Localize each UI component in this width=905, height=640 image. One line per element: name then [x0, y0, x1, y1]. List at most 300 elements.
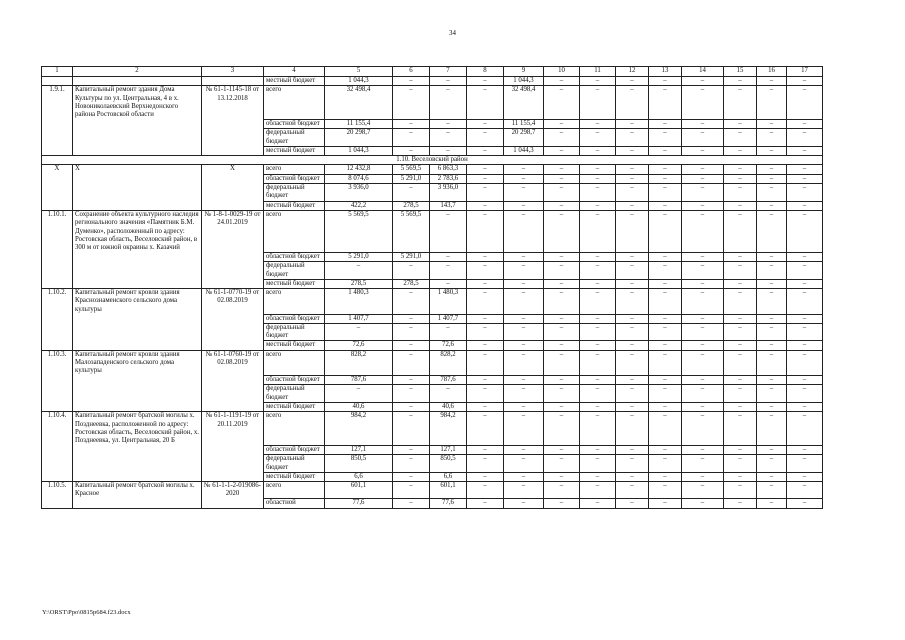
section-label: 1.10. Веселовский район — [42, 156, 823, 165]
amount-cell: – — [757, 455, 787, 473]
amount-cell: – — [393, 445, 430, 454]
amount-cell: – — [787, 402, 823, 411]
section-row — [42, 156, 823, 165]
amount-cell: – — [467, 146, 504, 155]
empty-cell — [202, 119, 264, 128]
amount-cell: – — [544, 119, 580, 128]
funding-source: местный бюджет — [264, 146, 325, 155]
column-number: 13 — [649, 67, 682, 77]
document-number: Х — [202, 165, 264, 174]
amount-cell: 5 291,0 — [393, 174, 430, 183]
amount-cell: – — [649, 385, 682, 403]
amount-cell: – — [616, 289, 649, 314]
amount-cell: – — [649, 279, 682, 288]
amount-cell: – — [393, 376, 430, 385]
amount-cell: – — [757, 86, 787, 120]
amount-cell: – — [649, 455, 682, 473]
amount-cell: – — [649, 77, 682, 86]
amount-cell: – — [393, 402, 430, 411]
amount-cell: – — [580, 174, 616, 183]
amount-cell: 1 044,3 — [504, 146, 544, 155]
amount-cell: – — [393, 77, 430, 86]
amount-cell: 40,6 — [325, 402, 393, 411]
funding-source: областной — [264, 499, 325, 508]
amount-cell: 984,2 — [325, 412, 393, 446]
table-row — [42, 252, 823, 261]
amount-cell: – — [616, 86, 649, 120]
item-code: 1.10.4. — [42, 412, 73, 446]
funding-source: федеральный бюджет — [264, 184, 325, 202]
amount-cell: – — [724, 129, 757, 147]
amount-cell: – — [580, 201, 616, 210]
item-code: 1.10.1. — [42, 210, 73, 252]
empty-cell — [42, 499, 73, 508]
amount-cell: – — [649, 472, 682, 481]
funding-source: всего — [264, 210, 325, 252]
empty-cell — [42, 402, 73, 411]
amount-cell: 32 498,4 — [325, 86, 393, 120]
amount-cell: – — [544, 376, 580, 385]
amount-cell: – — [649, 323, 682, 341]
amount-cell: 77,6 — [325, 499, 393, 508]
amount-cell: – — [724, 77, 757, 86]
amount-cell: – — [724, 455, 757, 473]
amount-cell: – — [787, 323, 823, 341]
empty-cell — [202, 323, 264, 341]
amount-cell: – — [393, 455, 430, 473]
empty-cell — [202, 252, 264, 261]
amount-cell: – — [467, 499, 504, 508]
amount-cell: – — [616, 165, 649, 174]
amount-cell: – — [325, 385, 393, 403]
item-description — [73, 77, 202, 86]
amount-cell: 6 863,3 — [430, 165, 467, 174]
table-row — [42, 77, 823, 86]
amount-cell: – — [325, 262, 393, 280]
empty-cell — [42, 385, 73, 403]
amount-cell: – — [682, 165, 724, 174]
amount-cell: – — [616, 412, 649, 446]
amount-cell: – — [504, 201, 544, 210]
funding-source: областной бюджет — [264, 445, 325, 454]
amount-cell: – — [544, 289, 580, 314]
amount-cell: – — [757, 279, 787, 288]
amount-cell: – — [580, 314, 616, 323]
amount-cell: – — [649, 184, 682, 202]
amount-cell: – — [616, 376, 649, 385]
amount-cell: – — [393, 119, 430, 128]
empty-cell — [202, 314, 264, 323]
table-row — [42, 210, 823, 252]
funding-source: местный бюджет — [264, 201, 325, 210]
amount-cell: – — [787, 341, 823, 350]
table-row — [42, 314, 823, 323]
empty-cell — [202, 455, 264, 473]
amount-cell: – — [580, 385, 616, 403]
amount-cell: – — [682, 376, 724, 385]
table-row — [42, 129, 823, 147]
amount-cell: – — [504, 252, 544, 261]
amount-cell: – — [616, 77, 649, 86]
table-row — [42, 482, 823, 499]
amount-cell: – — [724, 376, 757, 385]
amount-cell: – — [649, 482, 682, 499]
empty-cell — [42, 262, 73, 280]
table-row — [42, 119, 823, 128]
document-number — [202, 77, 264, 86]
amount-cell: – — [467, 165, 504, 174]
column-number: 4 — [264, 67, 325, 77]
empty-cell — [42, 314, 73, 323]
amount-cell: – — [787, 412, 823, 446]
amount-cell: – — [504, 482, 544, 499]
amount-cell: – — [504, 350, 544, 375]
amount-cell: – — [393, 341, 430, 350]
amount-cell: – — [430, 210, 467, 252]
empty-cell — [42, 323, 73, 341]
amount-cell: – — [757, 323, 787, 341]
amount-cell: – — [787, 472, 823, 481]
amount-cell: – — [787, 445, 823, 454]
column-number: 11 — [580, 67, 616, 77]
amount-cell: – — [649, 129, 682, 147]
amount-cell: – — [544, 77, 580, 86]
column-number: 7 — [430, 67, 467, 77]
amount-cell: – — [467, 341, 504, 350]
amount-cell: 12 432,8 — [325, 165, 393, 174]
empty-cell — [73, 174, 202, 183]
amount-cell: – — [757, 174, 787, 183]
amount-cell: – — [544, 412, 580, 446]
amount-cell: – — [649, 262, 682, 280]
amount-cell: – — [504, 165, 544, 174]
amount-cell: – — [757, 445, 787, 454]
item-code: 1.9.1. — [42, 86, 73, 120]
amount-cell: – — [504, 323, 544, 341]
amount-cell: – — [325, 323, 393, 341]
amount-cell: – — [682, 262, 724, 280]
amount-cell: – — [393, 129, 430, 147]
funding-source: всего — [264, 165, 325, 174]
empty-cell — [73, 385, 202, 403]
amount-cell: – — [393, 146, 430, 155]
empty-cell — [42, 184, 73, 202]
amount-cell: 77,6 — [430, 499, 467, 508]
amount-cell: – — [724, 86, 757, 120]
amount-cell: – — [504, 385, 544, 403]
amount-cell: – — [724, 184, 757, 202]
amount-cell: – — [544, 482, 580, 499]
amount-cell: – — [616, 252, 649, 261]
empty-cell — [42, 119, 73, 128]
amount-cell: – — [682, 129, 724, 147]
header-row — [42, 67, 823, 77]
amount-cell: – — [757, 210, 787, 252]
empty-cell — [73, 314, 202, 323]
empty-cell — [202, 129, 264, 147]
amount-cell: – — [616, 146, 649, 155]
amount-cell: – — [616, 174, 649, 183]
amount-cell: – — [682, 252, 724, 261]
amount-cell: – — [787, 376, 823, 385]
table-row — [42, 165, 823, 174]
amount-cell: – — [724, 165, 757, 174]
amount-cell: – — [757, 77, 787, 86]
amount-cell: – — [787, 129, 823, 147]
column-number: 1 — [42, 67, 73, 77]
empty-cell — [42, 455, 73, 473]
amount-cell: – — [504, 262, 544, 280]
empty-cell — [202, 499, 264, 508]
amount-cell: – — [616, 314, 649, 323]
amount-cell: – — [724, 402, 757, 411]
amount-cell: – — [544, 262, 580, 280]
funding-source: федеральный бюджет — [264, 129, 325, 147]
amount-cell: – — [544, 402, 580, 411]
amount-cell: – — [682, 119, 724, 128]
amount-cell: – — [544, 174, 580, 183]
amount-cell: – — [544, 350, 580, 375]
amount-cell: – — [544, 146, 580, 155]
amount-cell: 6,6 — [430, 472, 467, 481]
empty-cell — [73, 129, 202, 147]
item-description: Капитальный ремонт братской могилы х. Красное — [73, 482, 202, 499]
empty-cell — [42, 252, 73, 261]
column-number: 6 — [393, 67, 430, 77]
amount-cell: 1 480,3 — [325, 289, 393, 314]
funding-source: местный бюджет — [264, 472, 325, 481]
amount-cell: 3 936,0 — [430, 184, 467, 202]
amount-cell: – — [649, 412, 682, 446]
funding-source: областной бюджет — [264, 252, 325, 261]
empty-cell — [73, 445, 202, 454]
amount-cell: – — [649, 174, 682, 183]
amount-cell: – — [544, 499, 580, 508]
document-number: № 61-1-1191-19 от 20.11.2019 — [202, 412, 264, 446]
amount-cell: – — [649, 445, 682, 454]
amount-cell: – — [649, 119, 682, 128]
amount-cell: – — [580, 376, 616, 385]
amount-cell: 5 569,5 — [393, 210, 430, 252]
item-description: Капитальный ремонт кровли здания Краснознаменского сельского дома культуры — [73, 289, 202, 314]
amount-cell: – — [682, 472, 724, 481]
amount-cell: – — [504, 289, 544, 314]
document-number: № 61-1-0760-19 от 02.08.2019 — [202, 350, 264, 375]
table-row — [42, 174, 823, 183]
empty-cell — [42, 472, 73, 481]
amount-cell: – — [580, 165, 616, 174]
empty-cell — [202, 262, 264, 280]
amount-cell: – — [757, 289, 787, 314]
funding-source: областной бюджет — [264, 314, 325, 323]
amount-cell: 72,6 — [325, 341, 393, 350]
amount-cell: – — [757, 252, 787, 261]
amount-cell: 1 044,3 — [325, 146, 393, 155]
amount-cell: 32 498,4 — [504, 86, 544, 120]
amount-cell: – — [580, 341, 616, 350]
column-number: 2 — [73, 67, 202, 77]
amount-cell: 850,5 — [325, 455, 393, 473]
empty-cell — [202, 146, 264, 155]
amount-cell: 20 298,7 — [504, 129, 544, 147]
amount-cell: 3 936,0 — [325, 184, 393, 202]
amount-cell: – — [682, 412, 724, 446]
empty-cell — [73, 341, 202, 350]
amount-cell: – — [393, 314, 430, 323]
amount-cell: 5 291,0 — [393, 252, 430, 261]
funding-source: местный бюджет — [264, 77, 325, 86]
amount-cell: – — [504, 499, 544, 508]
funding-source: областной бюджет — [264, 119, 325, 128]
funding-source: всего — [264, 412, 325, 446]
amount-cell: – — [724, 289, 757, 314]
amount-cell: – — [467, 129, 504, 147]
empty-cell — [202, 184, 264, 202]
amount-cell: – — [682, 499, 724, 508]
amount-cell: – — [504, 445, 544, 454]
amount-cell: – — [467, 412, 504, 446]
empty-cell — [42, 341, 73, 350]
empty-cell — [73, 201, 202, 210]
page-number: 34 — [449, 29, 456, 37]
amount-cell: – — [787, 184, 823, 202]
amount-cell: – — [787, 210, 823, 252]
amount-cell: – — [682, 289, 724, 314]
amount-cell: 6,6 — [325, 472, 393, 481]
amount-cell: – — [649, 314, 682, 323]
amount-cell: 1 407,7 — [430, 314, 467, 323]
amount-cell: – — [787, 385, 823, 403]
column-number: 16 — [757, 67, 787, 77]
funding-source: областной бюджет — [264, 174, 325, 183]
amount-cell: 1 480,3 — [430, 289, 467, 314]
table-row — [42, 86, 823, 120]
amount-cell: – — [616, 385, 649, 403]
amount-cell: – — [467, 201, 504, 210]
empty-cell — [73, 323, 202, 341]
amount-cell: – — [682, 210, 724, 252]
empty-cell — [42, 376, 73, 385]
amount-cell: – — [580, 412, 616, 446]
empty-cell — [73, 146, 202, 155]
amount-cell: – — [724, 472, 757, 481]
amount-cell: – — [682, 445, 724, 454]
empty-cell — [73, 252, 202, 261]
amount-cell: – — [544, 323, 580, 341]
item-description: Капитальный ремонт братской могилы х. Позднеевка, расположенной по адресу: Ростовская область, Веселовский район, х. Позднеевка, ул. Центральная, 20 Б — [73, 412, 202, 446]
amount-cell: – — [757, 385, 787, 403]
amount-cell: – — [616, 201, 649, 210]
amount-cell: – — [787, 146, 823, 155]
amount-cell: – — [757, 129, 787, 147]
empty-cell — [202, 174, 264, 183]
amount-cell: 72,6 — [430, 341, 467, 350]
empty-cell — [73, 472, 202, 481]
amount-cell: 278,5 — [393, 201, 430, 210]
amount-cell: – — [580, 445, 616, 454]
amount-cell: – — [393, 482, 430, 499]
empty-cell — [202, 402, 264, 411]
amount-cell: – — [757, 341, 787, 350]
amount-cell: – — [757, 472, 787, 481]
amount-cell: – — [393, 472, 430, 481]
amount-cell: – — [616, 210, 649, 252]
amount-cell: – — [724, 210, 757, 252]
empty-cell — [73, 262, 202, 280]
amount-cell: – — [544, 201, 580, 210]
column-number: 15 — [724, 67, 757, 77]
amount-cell: – — [544, 210, 580, 252]
table-row — [42, 350, 823, 375]
amount-cell: – — [724, 323, 757, 341]
item-description: Капитальный ремонт здания Дома Культуры по ул. Центральная, 4 в х. Новониколаевский Верхнедонского района Ростовской области — [73, 86, 202, 120]
amount-cell: – — [544, 129, 580, 147]
document-number: № 61-1-1145-18 от 13.12.2018 — [202, 86, 264, 120]
table-row — [42, 341, 823, 350]
amount-cell: – — [467, 472, 504, 481]
amount-cell: 422,2 — [325, 201, 393, 210]
column-number: 9 — [504, 67, 544, 77]
amount-cell: – — [467, 77, 504, 86]
amount-cell: – — [757, 402, 787, 411]
table-row — [42, 412, 823, 446]
table-row — [42, 323, 823, 341]
amount-cell: – — [616, 482, 649, 499]
amount-cell: 8 074,6 — [325, 174, 393, 183]
funding-source: федеральный бюджет — [264, 385, 325, 403]
amount-cell: – — [787, 77, 823, 86]
amount-cell: – — [467, 323, 504, 341]
amount-cell: – — [616, 262, 649, 280]
table-row — [42, 279, 823, 288]
amount-cell: – — [787, 482, 823, 499]
amount-cell: 601,1 — [325, 482, 393, 499]
empty-cell — [42, 279, 73, 288]
item-description: Сохранение объекта культурного наследия регионального значения «Памятник Б.М. Думенко», расположенный по адресу: Ростовская область, Веселовский район, в 300 м от южной окраины х. Казачий — [73, 210, 202, 252]
empty-cell — [73, 279, 202, 288]
amount-cell: – — [649, 341, 682, 350]
amount-cell: – — [724, 146, 757, 155]
item-code — [42, 77, 73, 86]
amount-cell: 1 407,7 — [325, 314, 393, 323]
amount-cell: – — [649, 376, 682, 385]
empty-cell — [73, 402, 202, 411]
amount-cell: – — [467, 350, 504, 375]
amount-cell: – — [504, 174, 544, 183]
amount-cell: – — [393, 499, 430, 508]
amount-cell: – — [467, 174, 504, 183]
amount-cell: 601,1 — [430, 482, 467, 499]
amount-cell: – — [544, 165, 580, 174]
amount-cell: – — [649, 252, 682, 261]
table-row — [42, 402, 823, 411]
amount-cell: 5 569,5 — [325, 210, 393, 252]
amount-cell: – — [724, 262, 757, 280]
amount-cell: – — [724, 385, 757, 403]
footer-file-path: Y:\ORST\Ppo\0815p684.f23.docx — [42, 609, 131, 616]
amount-cell: – — [616, 129, 649, 147]
amount-cell: – — [544, 455, 580, 473]
funding-source: местный бюджет — [264, 279, 325, 288]
amount-cell: – — [544, 314, 580, 323]
amount-cell: – — [724, 482, 757, 499]
column-number: 8 — [467, 67, 504, 77]
amount-cell: – — [649, 165, 682, 174]
amount-cell: – — [682, 350, 724, 375]
amount-cell: – — [504, 341, 544, 350]
amount-cell: – — [393, 323, 430, 341]
funding-source: местный бюджет — [264, 402, 325, 411]
